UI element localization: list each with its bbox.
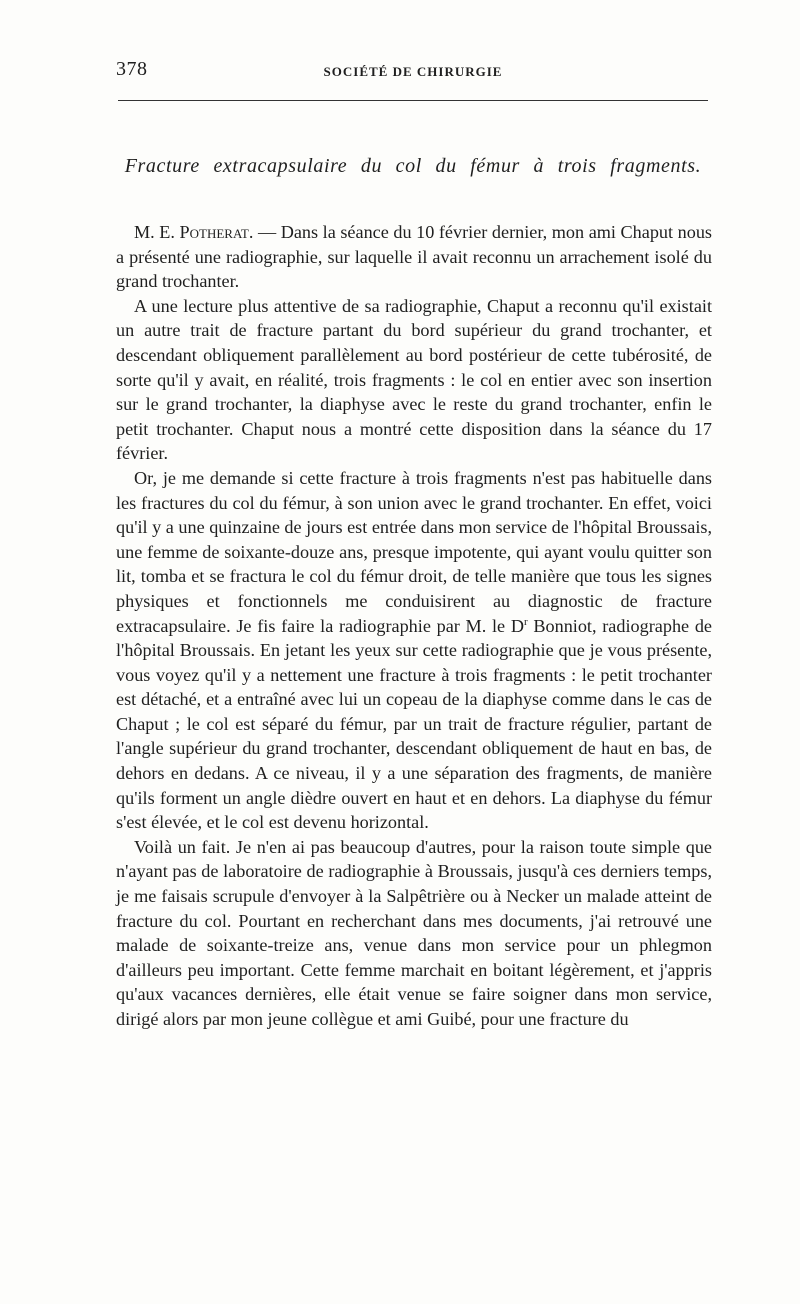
paragraph: A une lecture plus attentive de sa radiographie, Chaput a reconnu qu'il existait un autre trait de fracture partant du bord supérieur du grand trochanter, et descendant obliquement parallèlement au bord postérieur de cette tubérosité, de sorte qu'il y avait, en réalité, trois fragments : le col en entier avec son insertion sur le grand trochanter, la diaphyse avec le reste du grand trochanter, enfin le petit trochanter. Chaput nous a montré cette disposition dans la séance du 17 février. xyxy=(116,295,712,464)
superscript: r xyxy=(523,615,528,628)
paragraph xyxy=(116,466,712,835)
paragraph-text: Bonniot, radiographe de l'hôpital Broussais. En jetant les yeux sur cette radiographie que je vous présente, vous voyez qu'il y a nettement une fracture à trois fragments : le petit trochanter est détaché, et a entraîné avec lui un copeau de la diaphyse comme dans le cas de Chaput ; le col est séparé du fémur, par un trait de fracture régulier, partant de l'angle supérieur du grand trochanter, descendant obliquement de haut en bas, de dehors en dedans. A ce niveau, il y a une séparation des fragments, de manière qu'ils forment un angle dièdre ouvert en haut et en dehors. La diaphyse du fémur s'est élevée, et le col est devenu horizontal. xyxy=(116,615,712,833)
author-name: M. E. Potherat. xyxy=(134,222,254,242)
running-title: SOCIÉTÉ DE CHIRURGIE xyxy=(323,64,503,79)
paragraph-text: — Dans la séance du 10 février dernier, mon ami Chaput nous a présenté une radiographie, sur laquelle il avait reconnu un arrachement isolé du grand trochanter. xyxy=(116,222,712,292)
paragraph-text: Or, je me demande si cette fracture à trois fragments n'est pas habituelle dans les fractures du col du fémur, à son union avec le grand trochanter. En effet, voici qu'il y a une quinzaine de jours est entrée dans mon service de l'hôpital Broussais, une femme de soixante-douze ans, presque impotente, qui ayant voulu quitter son lit, tomba et se fractura le col du fémur droit, de telle manière que tous les signes physiques et fonctionnels me conduisirent au diagnostic de fracture extracapsulaire. Je fis faire la radiographie par M. le D xyxy=(116,467,712,636)
page-number: 378 xyxy=(116,58,148,80)
section-title: Fracture extracapsulaire du col du fémur à trois fragments. xyxy=(124,155,702,177)
paragraph xyxy=(116,220,712,294)
header-rule xyxy=(118,100,708,101)
page-header xyxy=(116,58,710,88)
body-text xyxy=(116,220,712,1032)
paragraph: Voilà un fait. Je n'en ai pas beaucoup d'autres, pour la raison toute simple que n'ayant pas de laboratoire de radiographie à Broussais, jusqu'à ces derniers temps, je me faisais scrupule d'envoyer à la Salpêtrière ou à Necker un malade atteint de fracture du col. Pourtant en recherchant dans mes documents, j'ai retrouvé une malade de soixante-treize ans, venue dans mon service pour un phlegmon d'ailleurs peu important. Cette femme marchait en boitant légèrement, et j'appris qu'aux vacances dernières, elle était venue se faire soigner dans mon service, dirigé alors par mon jeune collègue et ami Guibé, pour une fracture du xyxy=(116,836,712,1029)
